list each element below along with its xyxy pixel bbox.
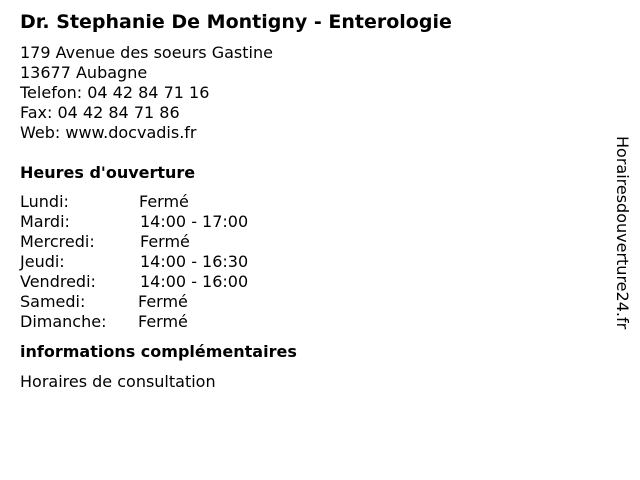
day-label: Mardi: <box>20 212 70 231</box>
page-title: Dr. Stephanie De Montigny - Enterologie <box>20 11 452 33</box>
business-card <box>20 10 600 392</box>
hours-heading: Heures d'ouverture <box>20 163 196 182</box>
day-label: Vendredi: <box>20 272 96 291</box>
hours-value: 14:00 - 16:30 <box>140 252 249 271</box>
day-label: Mercredi: <box>20 232 95 251</box>
hours-row-samedi <box>20 292 600 312</box>
hours-value: Fermé <box>140 232 190 251</box>
hours-value: Fermé <box>139 192 189 211</box>
day-label: Dimanche: <box>20 312 107 331</box>
fax-line: Fax: 04 42 84 71 86 <box>20 103 180 122</box>
day-label: Lundi: <box>20 192 69 211</box>
hours-value: Fermé <box>138 292 188 311</box>
day-label: Samedi: <box>20 292 86 311</box>
hours-row-dimanche <box>20 312 600 332</box>
day-label: Jeudi: <box>20 252 65 271</box>
hours-value: 14:00 - 17:00 <box>140 212 249 231</box>
hours-table <box>20 192 600 332</box>
street-line: 179 Avenue des soeurs Gastine <box>20 43 273 62</box>
phone-line: Telefon: 04 42 84 71 16 <box>20 83 210 102</box>
hours-row-mercredi <box>20 232 600 252</box>
hours-row-mardi <box>20 212 600 232</box>
info-text: Horaires de consultation <box>20 372 216 391</box>
hours-row-jeudi <box>20 252 600 272</box>
hours-value: 14:00 - 16:00 <box>140 272 249 291</box>
city-line: 13677 Aubagne <box>20 63 148 82</box>
hours-row-vendredi <box>20 272 600 292</box>
address-block <box>20 43 600 143</box>
site-watermark: Horairesdouverture24.fr <box>613 136 632 330</box>
info-heading: informations complémentaires <box>20 342 297 361</box>
hours-row-lundi <box>20 192 600 212</box>
web-line: Web: www.docvadis.fr <box>20 123 197 142</box>
hours-value: Fermé <box>138 312 188 331</box>
